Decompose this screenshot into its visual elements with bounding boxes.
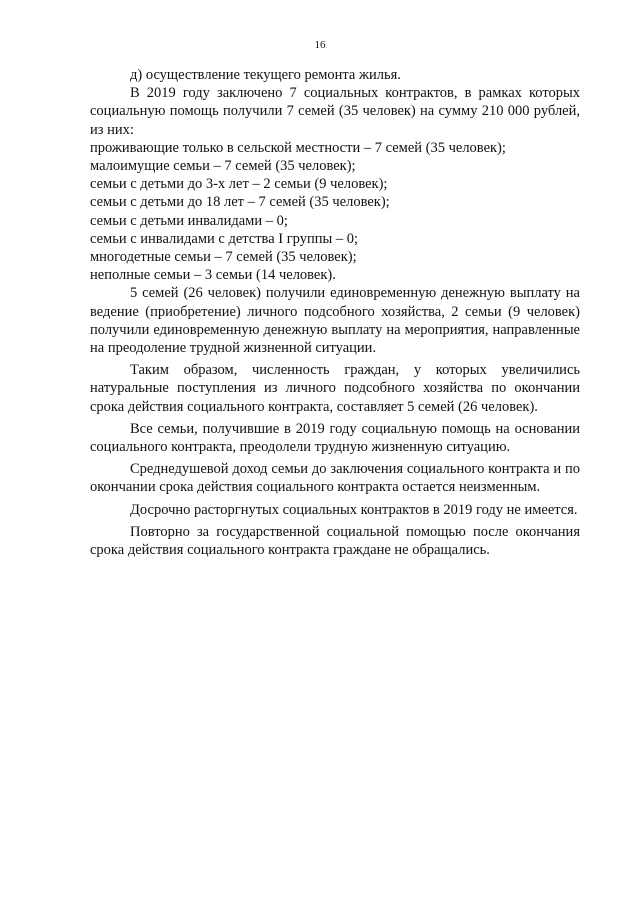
document-body [90, 66, 580, 559]
list-item: проживающие только в сельской местности – 7 семей (35 человек); [90, 139, 506, 156]
list-item: семьи с детьми до 3-х лет – 2 семьи (9 человек); [90, 176, 388, 193]
paragraph-income-growth: Таким образом, численность граждан, у которых увеличились натуральные поступления из личного подсобного хозяйства по окончании срока действия социального контракта, составляет 5 семей (26 человек). [90, 362, 580, 415]
paragraph-avg-income: Среднедушевой доход семьи до заключения социального контракта и по окончании срока действия социального контракта остается неизменным. [90, 461, 580, 496]
list-item: семьи с детьми инвалидами – 0; [90, 212, 288, 229]
paragraph-item-d: д) осуществление текущего ремонта жилья. [130, 67, 401, 83]
list-item: семьи с детьми до 18 лет – 7 семей (35 человек); [90, 194, 390, 211]
paragraph-payment: 5 семей (26 человек) получили единовременную денежную выплату на ведение (приобретение) личного подсобного хозяйства, 2 семьи (9 человек) получили единовременную денежную выплату на мероприятия, направленные на преодоление трудной жизненной ситуации. [90, 285, 580, 357]
list-item: неполные семьи – 3 семьи (14 человек). [90, 267, 336, 284]
list-item: семьи с инвалидами с детства I группы – 0; [90, 230, 359, 247]
paragraph-overcame: Все семьи, получившие в 2019 году социальную помощь на основании социального контракта, преодолели трудную жизненную ситуацию. [90, 420, 580, 456]
list-item: многодетные семьи – 7 семей (35 человек); [90, 249, 357, 266]
paragraph-contracts-intro: В 2019 году заключено 7 социальных контрактов, в рамках которых социальную помощь получили 7 семей (35 человек) на сумму 210 000 рублей, из них: [90, 85, 580, 138]
page-number: 16 [314, 39, 326, 51]
beneficiary-list [90, 139, 580, 285]
paragraph-repeat: Повторно за государственной социальной помощью после окончания срока действия социального контракта граждане не обращались. [90, 523, 580, 559]
paragraph-terminated: Досрочно расторгнутых социальных контрактов в 2019 году не имеется. [130, 501, 578, 518]
list-item: малоимущие семьи – 7 семей (35 человек); [90, 158, 356, 175]
